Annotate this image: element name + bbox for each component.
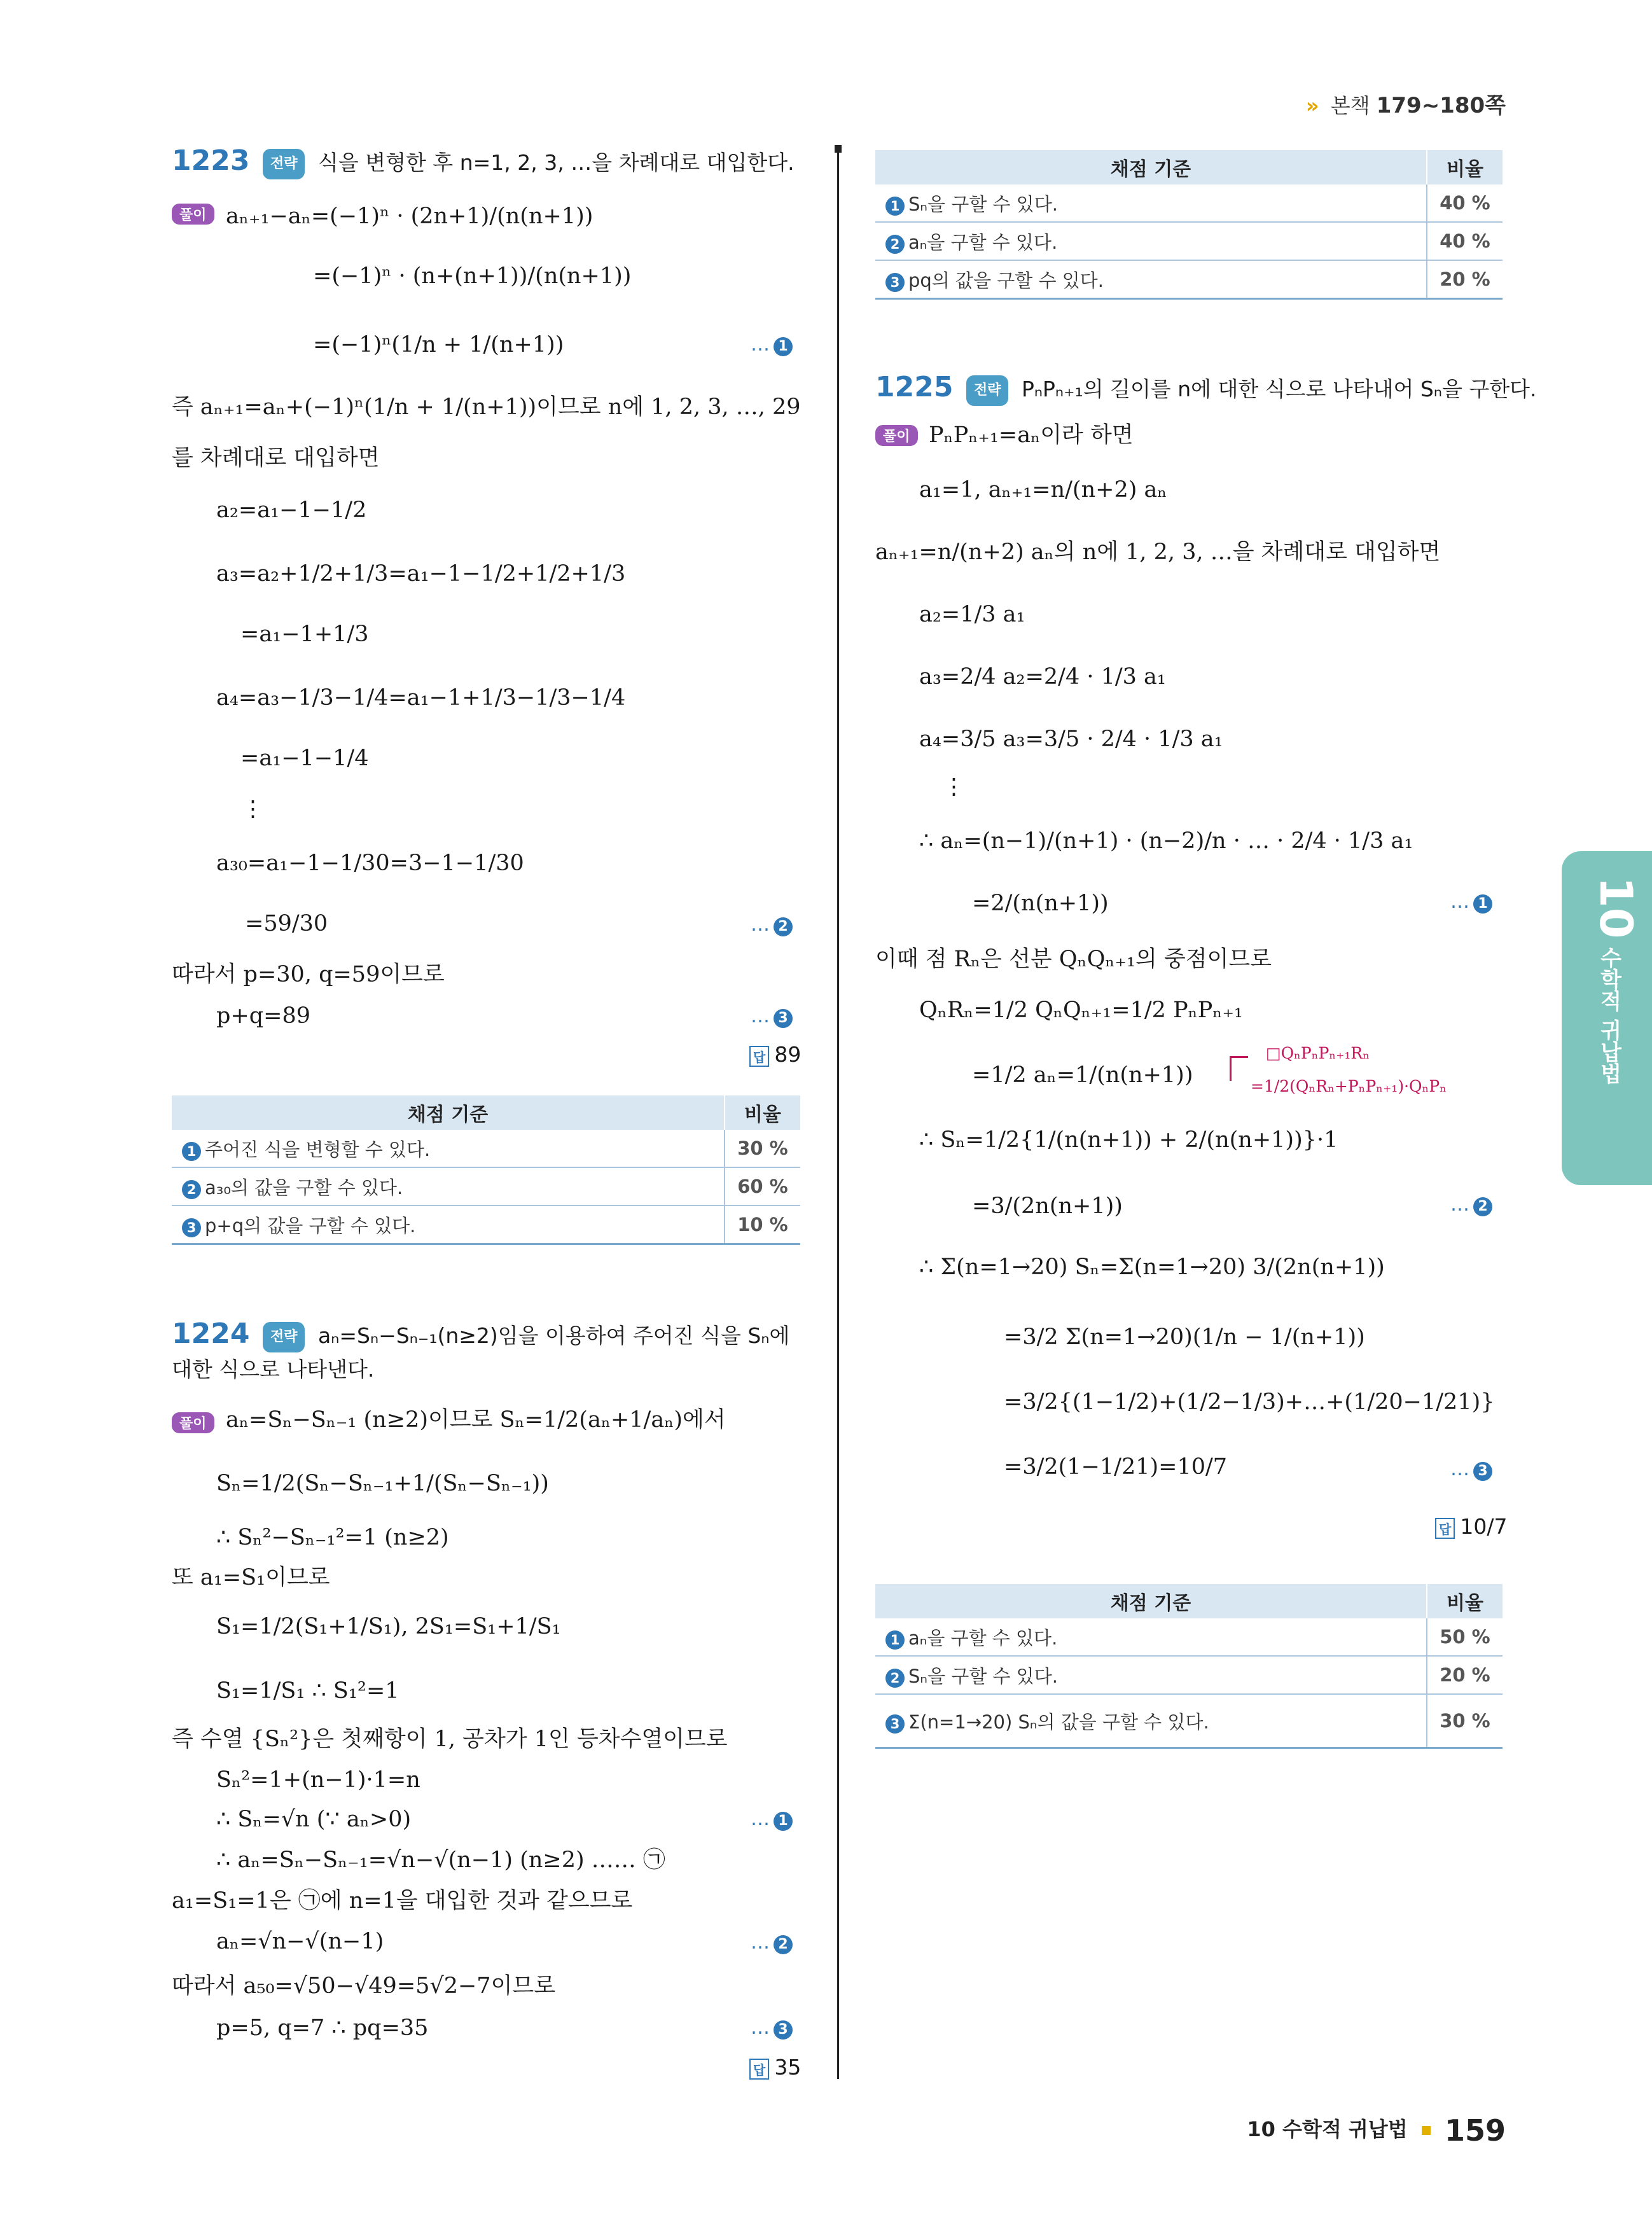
strategy-text: aₙ=Sₙ−Sₙ₋₁(n≥2)임을 이용하여 주어진 식을 Sₙ에: [317, 1323, 790, 1348]
math-line: =a₁−1−1/4: [240, 746, 369, 771]
strategy-tag: 전략: [263, 149, 305, 179]
math-line: 따라서 a₅₀=√50−√49=5√2−7이므로: [172, 1973, 556, 1999]
math-line: Sₙ²=1+(n−1)·1=n: [216, 1767, 420, 1793]
ref-prefix: 본책: [1330, 94, 1370, 118]
answer-icon: 답: [749, 2059, 769, 2080]
math-line: aₙ₊₁−aₙ=(−1)ⁿ · (2n+1)/(n(n+1)): [226, 204, 593, 229]
problem-number: 1224: [172, 1317, 250, 1350]
grading-table-1223: [172, 1095, 800, 1245]
problem-1225-header: [875, 373, 1536, 406]
math-line: p+q=89: [216, 1003, 310, 1029]
math-line: a₄=3/5 a₃=3/5 · 2/4 · 1/3 a₁: [919, 726, 1223, 752]
step-marker-1: … 1: [751, 1808, 793, 1831]
chapter-label: 수학적 귀납법: [1596, 947, 1621, 1084]
math-line: =1/2 aₙ=1/(n(n+1)): [972, 1062, 1193, 1088]
strategy-text: PₙPₙ₊₁의 길이를 n에 대한 식으로 나타내어 Sₙ을 구한다.: [1021, 377, 1537, 401]
math-line: a₃=a₂+1/2+1/3=a₁−1−1/2+1/2+1/3: [216, 561, 626, 587]
grading-table-1224: [875, 150, 1503, 300]
math-line: =2/(n(n+1)): [972, 891, 1109, 916]
math-line: 따라서 p=30, q=59이므로: [172, 962, 445, 987]
math-line: a₁=1, aₙ₊₁=n/(n+2) aₙ: [919, 477, 1167, 503]
step-marker-3: … 3: [1450, 1458, 1492, 1481]
column-divider: [837, 145, 839, 2079]
table-header-ratio: 비율: [725, 1095, 800, 1130]
math-line: 를 차례대로 대입하면: [172, 445, 380, 471]
problem-number: 1223: [172, 144, 250, 177]
strategy-text: 식을 변형한 후 n=1, 2, 3, …을 차례대로 대입한다.: [317, 150, 795, 175]
solution-tag: 풀이: [172, 204, 214, 225]
math-line: ⋮: [943, 774, 965, 800]
math-line: QₙRₙ=1/2 QₙQₙ₊₁=1/2 PₙPₙ₊₁: [919, 997, 1243, 1023]
math-line: =(−1)ⁿ(1/n + 1/(n+1)): [313, 332, 564, 358]
math-line: ∴ Σ(n=1→20) Sₙ=Σ(n=1→20) 3/(2n(n+1)): [919, 1255, 1385, 1280]
table-header-ratio: 비율: [1427, 150, 1503, 184]
problem-number: 1225: [875, 371, 954, 403]
table-row: 2 Sₙ을 구할 수 있다. 20 %: [875, 1656, 1503, 1694]
math-line: PₙPₙ₊₁=aₙ이라 하면: [929, 422, 1134, 448]
table-row: 2 a₃₀의 값을 구할 수 있다. 60 %: [172, 1167, 800, 1206]
table-row: 1 aₙ을 구할 수 있다. 50 %: [875, 1618, 1503, 1656]
math-line: a₂=a₁−1−1/2: [216, 497, 367, 523]
table-row: 3 Σ(n=1→20) Sₙ의 값을 구할 수 있다. 30 %: [875, 1694, 1503, 1748]
strategy-text-cont: 대한 식으로 나타낸다.: [172, 1357, 375, 1382]
solution-tag: 풀이: [172, 1412, 214, 1433]
math-line: aₙ=√n−√(n−1): [216, 1929, 384, 1954]
math-line: a₃₀=a₁−1−1/30=3−1−1/30: [216, 851, 524, 876]
math-line: S₁=1/S₁ ∴ S₁²=1: [216, 1678, 399, 1704]
table-header-ratio: 비율: [1427, 1584, 1503, 1618]
table-row: 2 aₙ을 구할 수 있다. 40 %: [875, 222, 1503, 260]
table-header-criteria: 채점 기준: [875, 150, 1427, 184]
math-line: =3/2 Σ(n=1→20)(1/n − 1/(n+1)): [1004, 1324, 1365, 1350]
math-line: =a₁−1+1/3: [240, 622, 369, 647]
math-line: ∴ Sₙ=1/2{1/(n(n+1)) + 2/(n(n+1))}·1: [919, 1127, 1338, 1153]
math-line: Sₙ=1/2(Sₙ−Sₙ₋₁+1/(Sₙ−Sₙ₋₁)): [216, 1471, 549, 1496]
math-line: ∴ aₙ=(n−1)/(n+1) · (n−2)/n · … · 2/4 · 1/3 a₁: [919, 828, 1413, 854]
math-line: 즉 aₙ₊₁=aₙ+(−1)ⁿ(1/n + 1/(n+1))이므로 n에 1, 2, 3, …, 29: [172, 394, 801, 420]
step-marker-2: … 2: [1450, 1193, 1492, 1216]
math-line: a₁=S₁=1은 ㉠에 n=1을 대입한 것과 같으므로: [172, 1888, 633, 1914]
math-line: 즉 수열 {Sₙ²}은 첫째항이 1, 공차가 1인 등차수열이므로: [172, 1727, 728, 1752]
answer-1224: 답 35: [749, 2055, 801, 2080]
table-row: 1 Sₙ을 구할 수 있다. 40 %: [875, 184, 1503, 222]
problem-1223-header: [172, 146, 795, 179]
math-line: =(−1)ⁿ · (n+(n+1))/(n(n+1)): [313, 263, 632, 289]
math-line: a₄=a₃−1/3−1/4=a₁−1+1/3−1/3−1/4: [216, 685, 626, 711]
table-row: 1 주어진 식을 변형할 수 있다. 30 %: [172, 1130, 800, 1167]
step-marker-1: … 1: [1450, 891, 1492, 914]
step-marker-3: … 3: [751, 1005, 793, 1028]
step-marker-2: … 2: [751, 914, 793, 936]
table-row: 3 pq의 값을 구할 수 있다. 20 %: [875, 260, 1503, 299]
table-header-criteria: 채점 기준: [172, 1095, 725, 1130]
chapter-number: 10: [1590, 877, 1642, 939]
math-line: aₙ=Sₙ−Sₙ₋₁ (n≥2)이므로 Sₙ=1/2(aₙ+1/aₙ)에서: [226, 1407, 726, 1433]
grading-table-1225: [875, 1584, 1503, 1749]
page-number: 159: [1444, 2113, 1506, 2148]
math-line: a₂=1/3 a₁: [919, 602, 1025, 627]
math-line: ∴ Sₙ=√n (∵ aₙ>0): [216, 1807, 412, 1832]
step-marker-1: … 1: [751, 333, 793, 356]
annotation-bracket: [1230, 1056, 1248, 1081]
math-line: =3/2(1−1/21)=10/7: [1004, 1454, 1228, 1480]
math-line: p=5, q=7 ∴ pq=35: [216, 2015, 429, 2041]
math-line: a₃=2/4 a₂=2/4 · 1/3 a₁: [919, 664, 1166, 690]
annotation-note: =1/2(QₙRₙ+PₙPₙ₊₁)·QₙPₙ: [1251, 1077, 1447, 1095]
strategy-tag: 전략: [966, 375, 1009, 406]
step-marker-2: … 2: [751, 1931, 793, 1954]
math-line: 이때 점 Rₙ은 선분 QₙQₙ₊₁의 중점이므로: [875, 947, 1272, 972]
chapter-side-tab[interactable]: [1562, 851, 1652, 1185]
strategy-tag: 전략: [263, 1322, 305, 1352]
footer-square-icon: [1422, 2126, 1431, 2135]
math-line: S₁=1/2(S₁+1/S₁), 2S₁=S₁+1/S₁: [216, 1614, 561, 1639]
table-row: 3 p+q의 값을 구할 수 있다. 10 %: [172, 1206, 800, 1244]
solution-tag: 풀이: [875, 425, 918, 446]
answer-1225: 답 10/7: [1435, 1514, 1507, 1539]
table-header-criteria: 채점 기준: [875, 1584, 1427, 1618]
answer-1223: 답 89: [749, 1042, 801, 1067]
answer-icon: 답: [749, 1046, 769, 1067]
page-footer: [1247, 2113, 1506, 2148]
math-line: =3/(2n(n+1)): [972, 1193, 1123, 1219]
math-line: =59/30: [245, 911, 328, 936]
page-reference: [1306, 88, 1506, 119]
math-line: ∴ aₙ=Sₙ−Sₙ₋₁=√n−√(n−1) (n≥2) …… ㉠: [216, 1847, 665, 1873]
math-line: 또 a₁=S₁이므로: [172, 1565, 330, 1590]
step-marker-3: … 3: [751, 2017, 793, 2040]
math-line: aₙ₊₁=n/(n+2) aₙ의 n에 1, 2, 3, …을 차례대로 대입하면: [875, 539, 1441, 565]
math-line: =3/2{(1−1/2)+(1/2−1/3)+…+(1/20−1/21)}: [1004, 1389, 1495, 1415]
math-line: ∴ Sₙ²−Sₙ₋₁²=1 (n≥2): [216, 1525, 449, 1550]
math-line: ⋮: [242, 796, 264, 822]
double-chevron-icon: »: [1305, 94, 1319, 118]
annotation-note: □QₙPₙPₙ₊₁Rₙ: [1266, 1044, 1370, 1062]
ref-pages: 179~180쪽: [1376, 93, 1506, 118]
problem-1224-header: [172, 1319, 789, 1352]
column-divider-cap: [835, 145, 842, 153]
answer-icon: 답: [1435, 1518, 1455, 1539]
footer-chapter: 10 수학적 귀납법: [1247, 2117, 1408, 2141]
